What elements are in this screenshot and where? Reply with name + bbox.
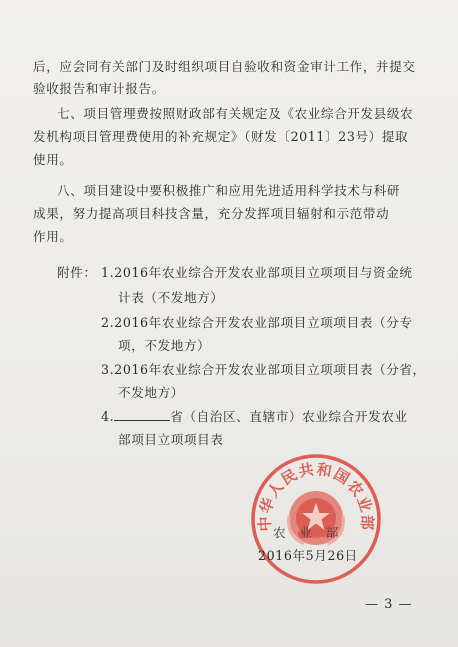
text-line: 验收报告和审计报告。 — [33, 81, 165, 96]
attachment-item-4-number: 4. — [101, 409, 115, 424]
attachment-item-3-cont: 不发地方） — [118, 385, 184, 400]
text-line: 八、项目建设中要积极推广和应用先进适用科学技术与科研 — [57, 183, 401, 198]
attachment-item-2: 2.2016年农业综合开发农业部项目立项项目表（分专 — [101, 315, 413, 330]
attachments-label: 附件： — [57, 265, 97, 280]
text-line: 使用。 — [33, 152, 73, 167]
text-line: 后，应会同有关部门及时组织项目自验收和资金审计工作，并提交 — [33, 59, 416, 74]
seal-arc-textpath: 中华人民共和国农业部 — [255, 460, 377, 532]
page-number: — 3 — — [365, 597, 413, 612]
text-line: 作用。 — [33, 229, 73, 244]
attachment-item-3: 3.2016年农业综合开发农业部项目立项项目表（分省， — [101, 362, 426, 377]
official-seal — [249, 452, 383, 586]
attachment-item-1-cont: 计表（不发地方） — [118, 290, 224, 305]
text-line: 发机构项目管理费使用的补充规定》（财发〔2011〕23号）提取 — [33, 129, 409, 144]
attachment-item-2-cont: 项，不发地方） — [118, 338, 211, 353]
issuing-organization: 农 业 部 — [273, 525, 339, 540]
text-line: 成果，努力提高项目科技含量，充分发挥项目辐射和示范带动 — [33, 206, 390, 221]
attachment-item-1: 1.2016年农业综合开发农业部项目立项项目与资金统 — [101, 265, 413, 280]
attachment-item-4-text: 省（自治区、直辖市）农业综合开发农业 — [170, 409, 408, 424]
text-line: 七、项目管理费按照财政部有关规定及《农业综合开发县级农 — [57, 106, 414, 121]
attachment-item-4-cont: 部项目立项项目表 — [118, 432, 224, 447]
attachment-item-4 — [101, 406, 408, 425]
issue-date: 2016年5月26日 — [258, 548, 358, 563]
fill-in-blank — [114, 409, 170, 421]
